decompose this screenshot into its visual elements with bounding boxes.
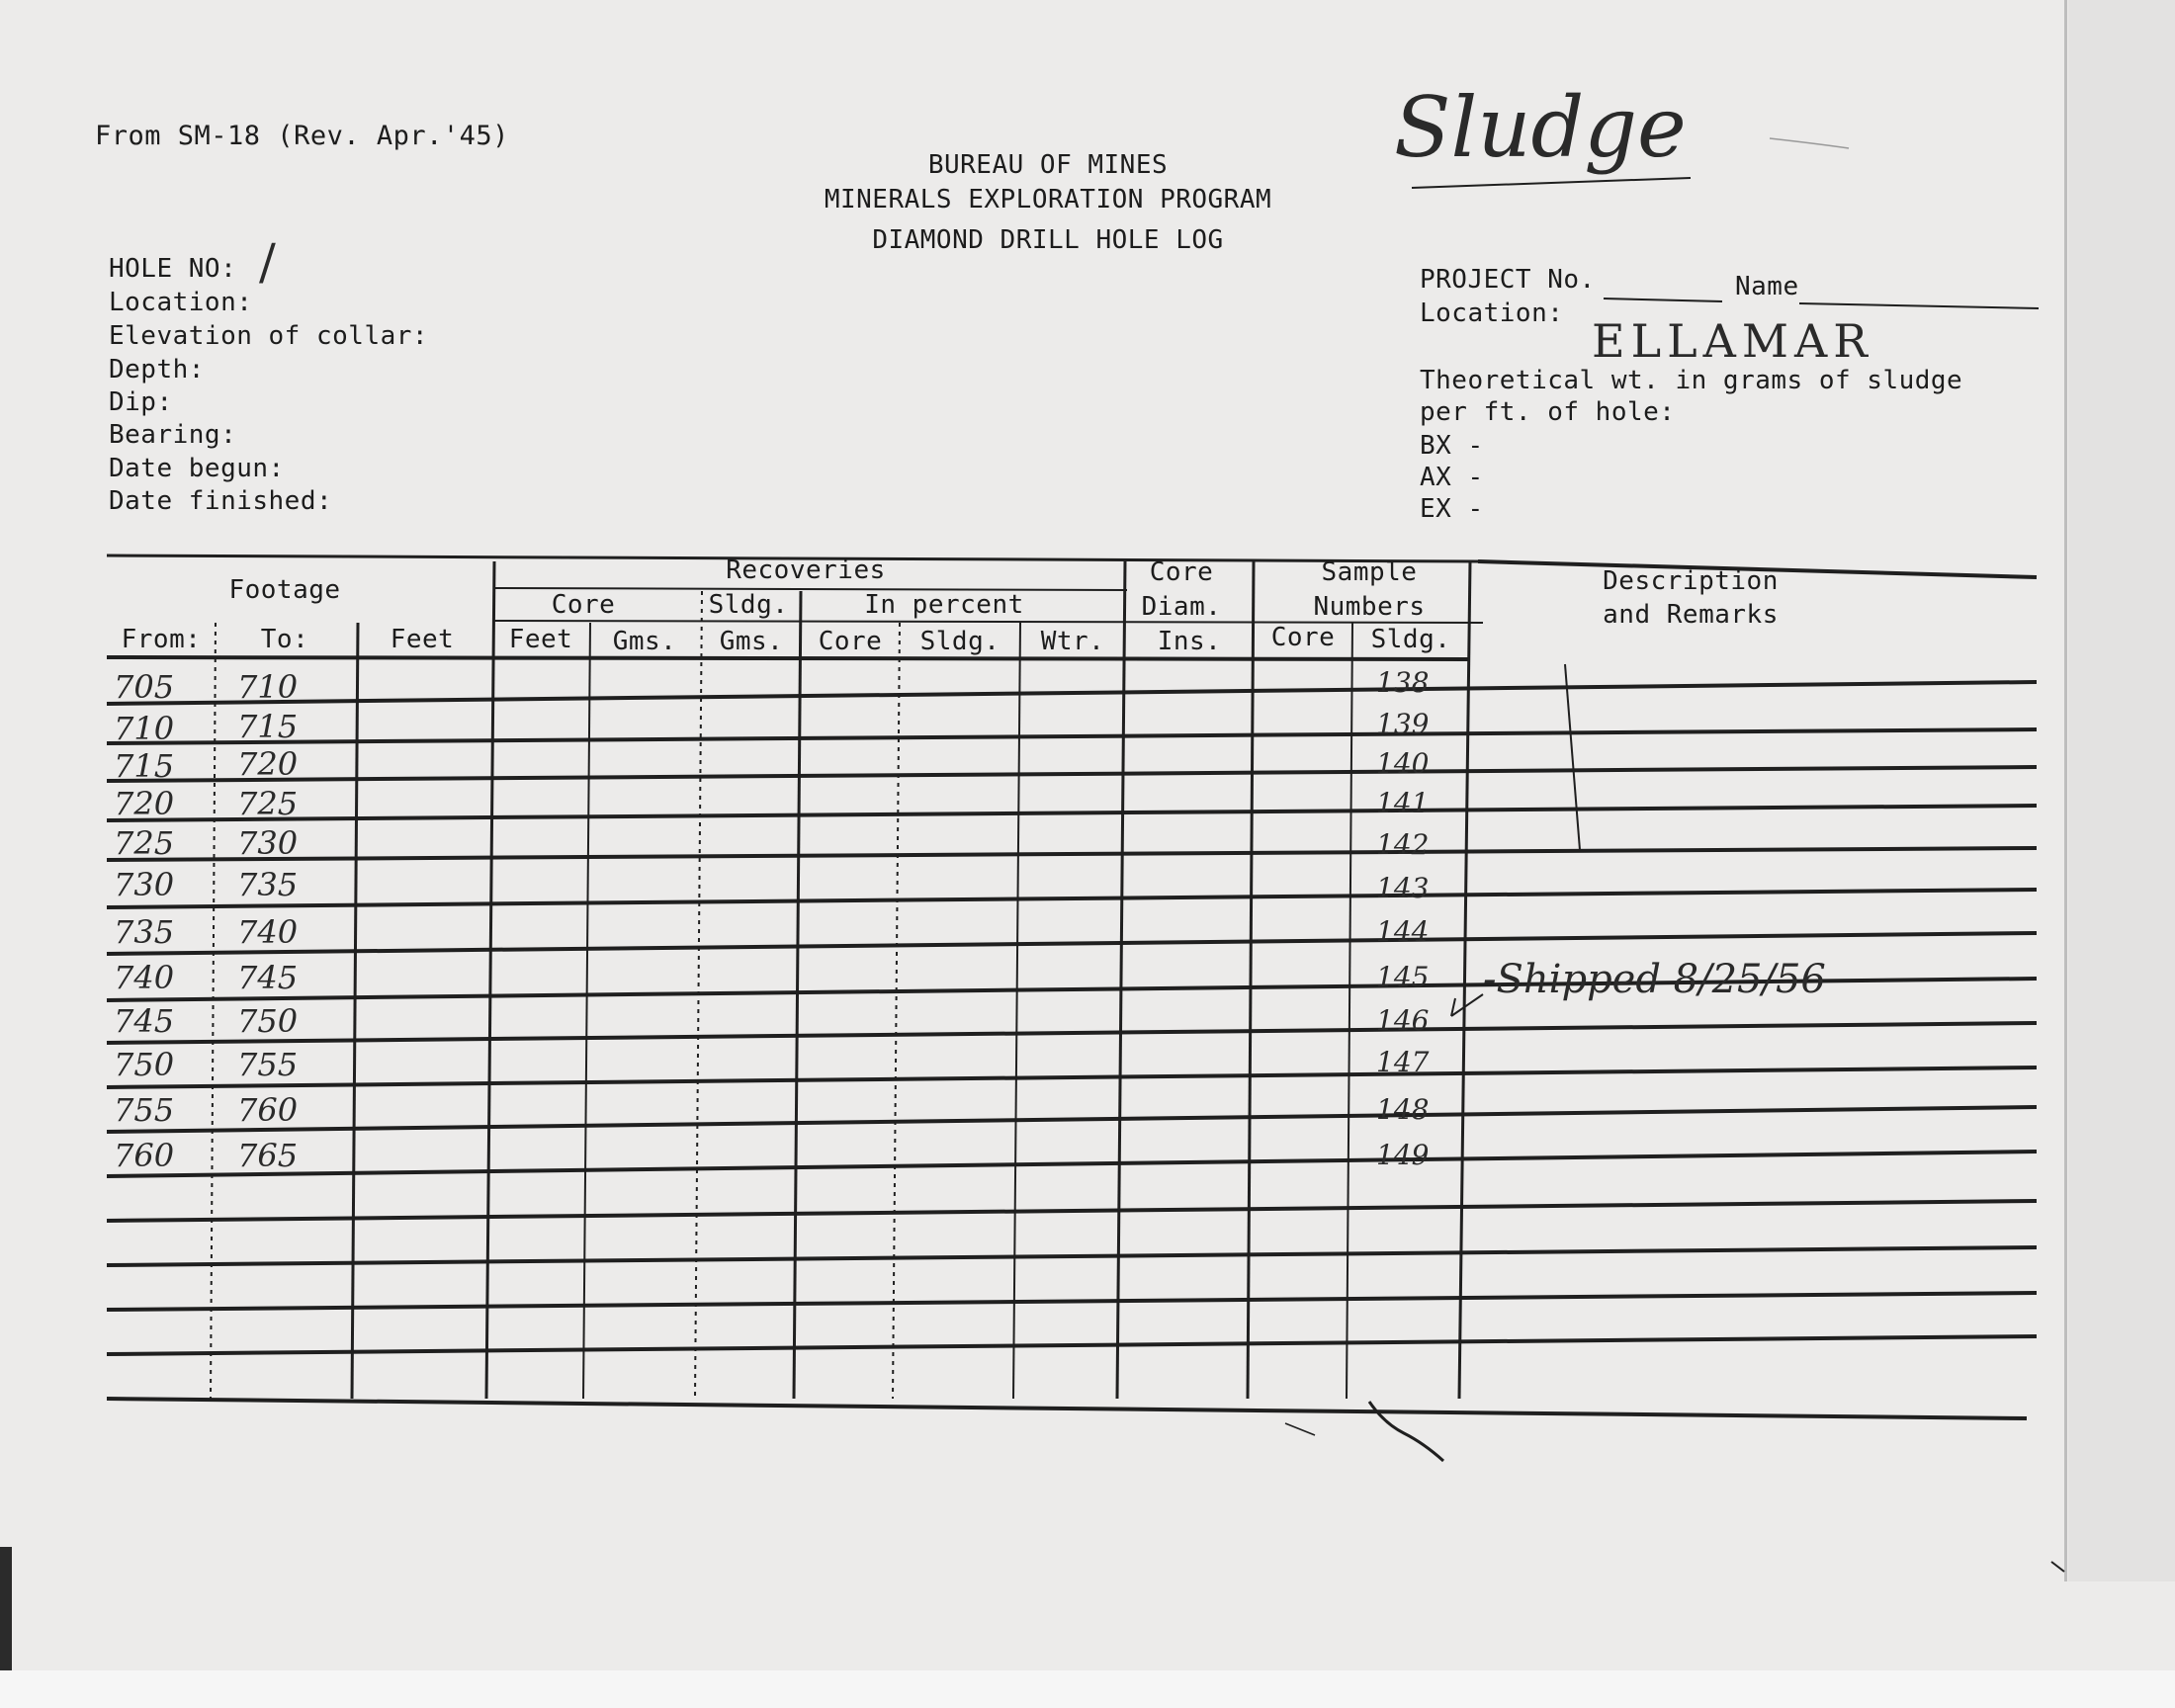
description-header-2: and Remarks xyxy=(1603,600,1779,630)
row-8-to: 745 xyxy=(237,959,299,996)
row-6-to: 735 xyxy=(237,866,299,903)
row-6-sldg: 143 xyxy=(1376,872,1430,904)
row-2-from: 710 xyxy=(114,710,175,747)
dip-label: Dip: xyxy=(109,387,173,417)
col-ins: Ins. xyxy=(1157,627,1222,656)
row-3-sldg: 140 xyxy=(1376,747,1430,780)
row-2-to: 715 xyxy=(237,708,299,745)
depth-label: Depth: xyxy=(109,355,205,384)
col-pct-wtr: Wtr. xyxy=(1040,627,1105,656)
ax-label: AX - xyxy=(1420,463,1484,492)
row-10-sldg: 147 xyxy=(1376,1046,1430,1078)
row-11-to: 760 xyxy=(237,1091,299,1129)
col-core-gms: Gms. xyxy=(612,627,677,656)
col-core-feet: Feet xyxy=(508,625,573,654)
row-3-to: 720 xyxy=(237,745,299,783)
row-11-from: 755 xyxy=(114,1091,175,1129)
hole-no-label: HOLE NO: xyxy=(109,254,237,284)
in-percent-header: In percent xyxy=(864,590,1024,620)
name-label: Name xyxy=(1735,272,1799,301)
row-5-to: 730 xyxy=(237,824,299,862)
row-12-sldg: 149 xyxy=(1376,1139,1430,1171)
row-4-from: 720 xyxy=(114,785,175,822)
sample-header-2: Numbers xyxy=(1313,592,1426,622)
theoretical-wt-label: Theoretical wt. in grams of sludge xyxy=(1420,366,1963,395)
col-feet: Feet xyxy=(390,625,455,654)
row-4-sldg: 141 xyxy=(1376,787,1430,819)
date-begun-label: Date begun: xyxy=(109,454,285,483)
col-pct-sldg: Sldg. xyxy=(919,627,1000,656)
col-to: To: xyxy=(260,625,309,654)
row-5-sldg: 142 xyxy=(1376,828,1430,861)
bearing-label: Bearing: xyxy=(109,420,237,450)
elevation-label: Elevation of collar: xyxy=(109,321,429,351)
col-pct-core: Core xyxy=(818,627,883,656)
row-2-sldg: 139 xyxy=(1376,708,1430,740)
row-1-to: 710 xyxy=(237,668,299,706)
row-7-to: 740 xyxy=(237,913,299,951)
row-12-to: 765 xyxy=(237,1137,299,1174)
row-6-from: 730 xyxy=(114,866,175,903)
project-no-label: PROJECT No. xyxy=(1420,265,1596,295)
col-sldg-gms: Gms. xyxy=(719,627,784,656)
row-12-from: 760 xyxy=(114,1137,175,1174)
row-4-to: 725 xyxy=(237,785,299,822)
hole-no-value: / xyxy=(259,233,276,291)
row-1-from: 705 xyxy=(114,668,175,706)
date-finished-label: Date finished: xyxy=(109,486,333,516)
shipped-note: -Shipped 8/25/56 xyxy=(1483,957,1826,1002)
location-value: ELLAMAR xyxy=(1592,314,1873,368)
agency-name: BUREAU OF MINES xyxy=(927,150,1169,180)
location-label: Location: xyxy=(109,288,253,317)
row-9-from: 745 xyxy=(114,1002,175,1040)
ex-label: EX - xyxy=(1420,494,1484,524)
row-10-to: 755 xyxy=(237,1046,299,1083)
recoveries-header: Recoveries xyxy=(726,555,886,585)
row-8-from: 740 xyxy=(114,959,175,996)
row-9-sldg: 146 xyxy=(1376,1004,1430,1037)
program-name: MINERALS EXPLORATION PROGRAM xyxy=(824,185,1272,214)
row-9-to: 750 xyxy=(237,1002,299,1040)
form-title: DIAMOND DRILL HOLE LOG xyxy=(872,225,1224,255)
row-7-from: 735 xyxy=(114,913,175,951)
row-1-sldg: 138 xyxy=(1376,666,1430,699)
col-sample-core: Core xyxy=(1270,623,1336,652)
col-from: From: xyxy=(121,625,202,654)
row-10-from: 750 xyxy=(114,1046,175,1083)
row-3-from: 715 xyxy=(114,747,175,785)
description-header-1: Description xyxy=(1603,566,1779,596)
form-number: From SM-18 (Rev. Apr.'45) xyxy=(95,121,509,151)
footage-header: Footage xyxy=(228,575,341,605)
row-7-sldg: 144 xyxy=(1376,915,1430,948)
right-location-label: Location: xyxy=(1420,299,1564,328)
bx-label: BX - xyxy=(1420,431,1484,461)
core-diam-header-2: Diam. xyxy=(1141,592,1222,622)
col-sample-sldg: Sldg. xyxy=(1370,625,1451,654)
sample-header-1: Sample xyxy=(1321,557,1418,587)
per-ft-label: per ft. of hole: xyxy=(1420,397,1676,427)
core-diam-header-1: Core xyxy=(1149,557,1214,587)
recov-sldg-header: Sldg. xyxy=(708,590,789,620)
row-8-sldg: 145 xyxy=(1376,961,1430,993)
sludge-annotation: Sludge xyxy=(1394,79,1687,176)
row-5-from: 725 xyxy=(114,824,175,862)
row-11-sldg: 148 xyxy=(1376,1093,1430,1126)
recov-core-header: Core xyxy=(551,590,616,620)
